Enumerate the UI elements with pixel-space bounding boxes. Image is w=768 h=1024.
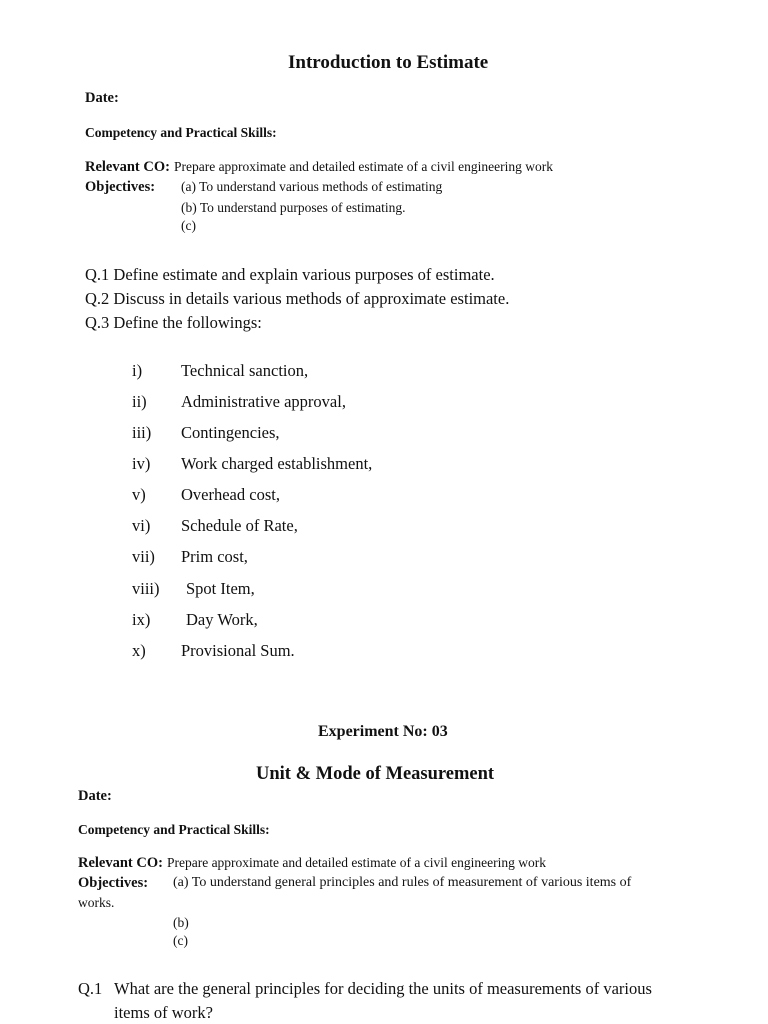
date-label: Date:	[85, 90, 119, 106]
question-text: Discuss in details various methods of approximate estimate.	[113, 289, 510, 308]
list-item: Schedule of Rate,	[181, 516, 298, 535]
list-item-number: x)	[132, 641, 146, 660]
list-item: Contingencies,	[181, 423, 280, 442]
question-text: Define estimate and explain various purposes of estimate.	[113, 265, 495, 284]
list-item-number: viii)	[132, 579, 160, 598]
list-item: Overhead cost,	[181, 485, 280, 504]
list-item: Day Work,	[186, 610, 258, 629]
objective-b: (b) To understand purposes of estimating.	[181, 200, 406, 215]
list-item-number: v)	[132, 485, 146, 504]
question-text: Define the followings:	[113, 313, 262, 332]
question-1-line2: items of work?	[114, 1003, 213, 1022]
competency-label: Competency and Practical Skills:	[85, 125, 277, 140]
question-number: Q.3	[85, 313, 110, 332]
list-item-number: ix)	[132, 610, 151, 629]
relevant-co-line	[78, 854, 546, 872]
question-number: Q.2	[85, 289, 110, 308]
list-item: Work charged establishment,	[181, 454, 373, 473]
list-item-number: ii)	[132, 392, 147, 411]
list-item-number: vi)	[132, 516, 151, 535]
question-2	[85, 289, 509, 309]
list-item: Provisional Sum.	[181, 641, 295, 660]
relevant-co-label: Relevant CO:	[85, 159, 170, 175]
relevant-co-text: Prepare approximate and detailed estimate of a civil engineering work	[166, 855, 546, 870]
objective-c: (c)	[173, 933, 188, 948]
relevant-co-line	[85, 158, 553, 176]
objective-a: (a) To understand various methods of estimating	[181, 179, 443, 194]
competency-label: Competency and Practical Skills:	[78, 822, 270, 837]
question-1-number: Q.1	[78, 979, 103, 998]
page-title: Introduction to Estimate	[288, 52, 489, 73]
list-item: Prim cost,	[181, 547, 248, 566]
objective-b: (b)	[173, 915, 189, 930]
relevant-co-label: Relevant CO:	[78, 855, 163, 871]
list-item-number: iv)	[132, 454, 151, 473]
question-number: Q.1	[85, 265, 110, 284]
section-title: Unit & Mode of Measurement	[256, 764, 495, 784]
objective-c: (c)	[181, 218, 196, 233]
experiment-number: Experiment No: 03	[318, 723, 448, 740]
question-1	[85, 265, 495, 285]
objectives-label: Objectives:	[85, 179, 156, 195]
list-item: Administrative approval,	[181, 392, 346, 411]
date-label: Date:	[78, 788, 112, 804]
list-item-number: i)	[132, 361, 143, 380]
objective-a: (a) To understand general principles and rules of measurement of various items of	[173, 875, 632, 890]
list-item: Spot Item,	[186, 579, 255, 598]
objective-a-continued: works.	[78, 895, 115, 910]
objectives-label: Objectives:	[78, 875, 149, 891]
question-3	[85, 313, 262, 333]
list-item-number: iii)	[132, 423, 152, 442]
list-item-number: vii)	[132, 547, 155, 566]
question-1-line1: What are the general principles for deciding the units of measurements of various	[114, 979, 652, 998]
list-item: Technical sanction,	[181, 361, 309, 380]
relevant-co-text: Prepare approximate and detailed estimate of a civil engineering work	[173, 159, 553, 174]
